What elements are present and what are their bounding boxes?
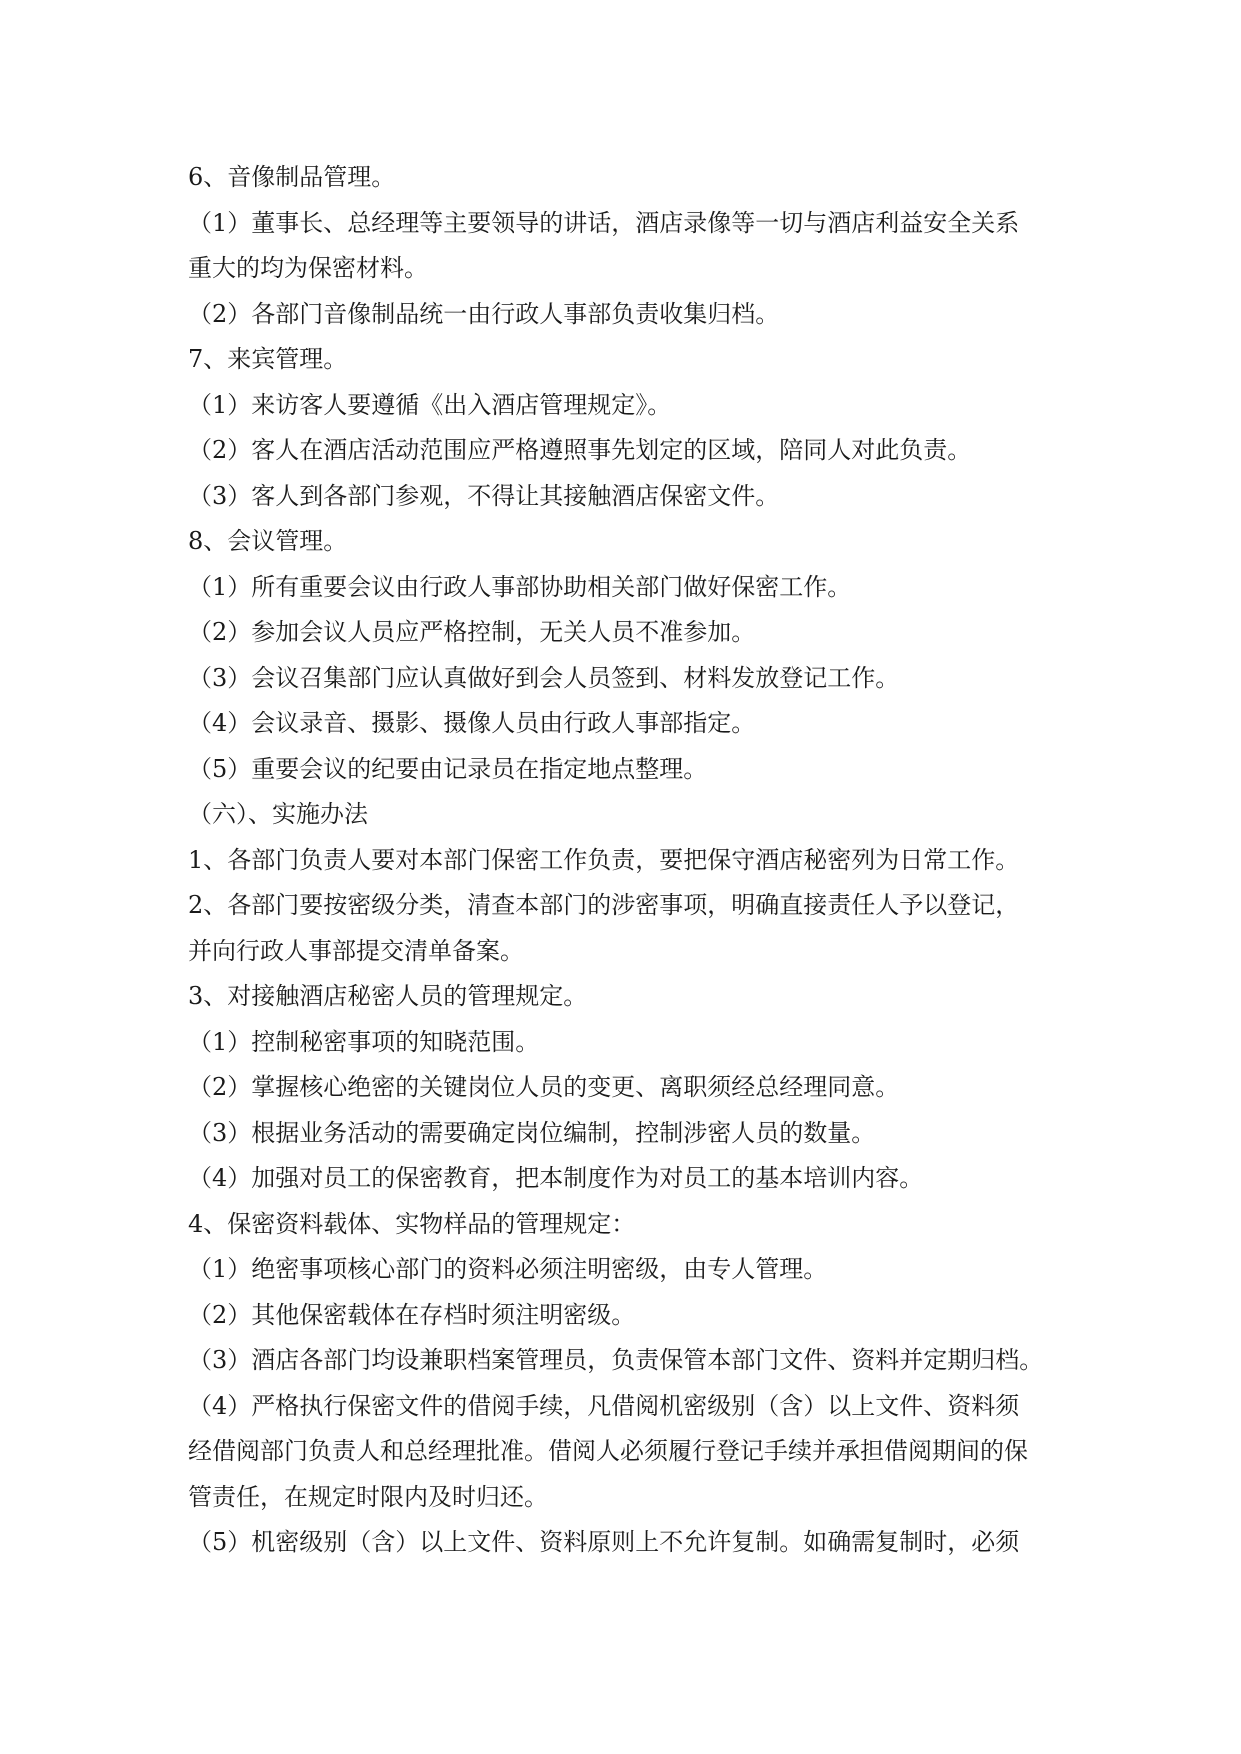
- body-text: [188, 155, 1068, 1566]
- text-line: （3）酒店各部门均设兼职档案管理员，负责保管本部门文件、资料并定期归档。: [188, 1346, 1044, 1374]
- text-line: （5）重要会议的纪要由记录员在指定地点整理。: [188, 754, 708, 783]
- text-line: 并向行政人事部提交清单备案。: [188, 936, 524, 965]
- text-line: 经借阅部门负责人和总经理批准。借阅人必须履行登记手续并承担借阅期间的保: [188, 1437, 1028, 1465]
- text-line: （5）机密级别（含）以上文件、资料原则上不允许复制。如确需复制时，必须: [188, 1528, 1020, 1556]
- text-line: 8、会议管理。: [188, 527, 348, 555]
- text-line: （1）绝密事项核心部门的资料必须注明密级，由专人管理。: [188, 1255, 828, 1283]
- section-heading: （六）、实施办法: [188, 800, 368, 828]
- text-line: （2）客人在酒店活动范围应严格遵照事先划定的区域，陪同人对此负责。: [188, 436, 972, 464]
- text-line: 6、音像制品管理。: [188, 163, 396, 191]
- text-line: （1）来访客人要遵循《出入酒店管理规定》。: [188, 390, 672, 419]
- text-line: 1、各部门负责人要对本部门保密工作负责，要把保守酒店秘密列为日常工作。: [188, 845, 1020, 874]
- text-line: 管责任，在规定时限内及时归还。: [188, 1482, 548, 1511]
- text-line: （1）所有重要会议由行政人事部协助相关部门做好保密工作。: [188, 572, 852, 601]
- text-line: 重大的均为保密材料。: [188, 254, 428, 282]
- text-line: （4）会议录音、摄影、摄像人员由行政人事部指定。: [188, 709, 756, 737]
- text-line: （2）掌握核心绝密的关键岗位人员的变更、离职须经总经理同意。: [188, 1073, 900, 1101]
- text-line: 7、来宾管理。: [188, 345, 348, 373]
- text-line: （4）严格执行保密文件的借阅手续，凡借阅机密级别（含）以上文件、资料须: [188, 1391, 1020, 1420]
- text-line: （2）各部门音像制品统一由行政人事部负责收集归档。: [188, 299, 780, 328]
- text-line: （3）客人到各部门参观，不得让其接触酒店保密文件。: [188, 481, 780, 510]
- text-line: 3、对接触酒店秘密人员的管理规定。: [188, 982, 588, 1010]
- text-line: 2、各部门要按密级分类，清查本部门的涉密事项，明确直接责任人予以登记，: [188, 891, 1020, 919]
- text-line: （4）加强对员工的保密教育，把本制度作为对员工的基本培训内容。: [188, 1164, 924, 1192]
- text-line: （1）控制秘密事项的知晓范围。: [188, 1027, 540, 1056]
- text-line: 4、保密资料载体、实物样品的管理规定：: [188, 1209, 636, 1238]
- text-line: （3）根据业务活动的需要确定岗位编制，控制涉密人员的数量。: [188, 1118, 876, 1147]
- text-line: （2）参加会议人员应严格控制，无关人员不准参加。: [188, 618, 756, 646]
- text-line: （3）会议召集部门应认真做好到会人员签到、材料发放登记工作。: [188, 663, 900, 692]
- text-line: （2）其他保密载体在存档时须注明密级。: [188, 1300, 636, 1329]
- text-line: （1）董事长、总经理等主要领导的讲话，酒店录像等一切与酒店利益安全关系: [188, 208, 1020, 237]
